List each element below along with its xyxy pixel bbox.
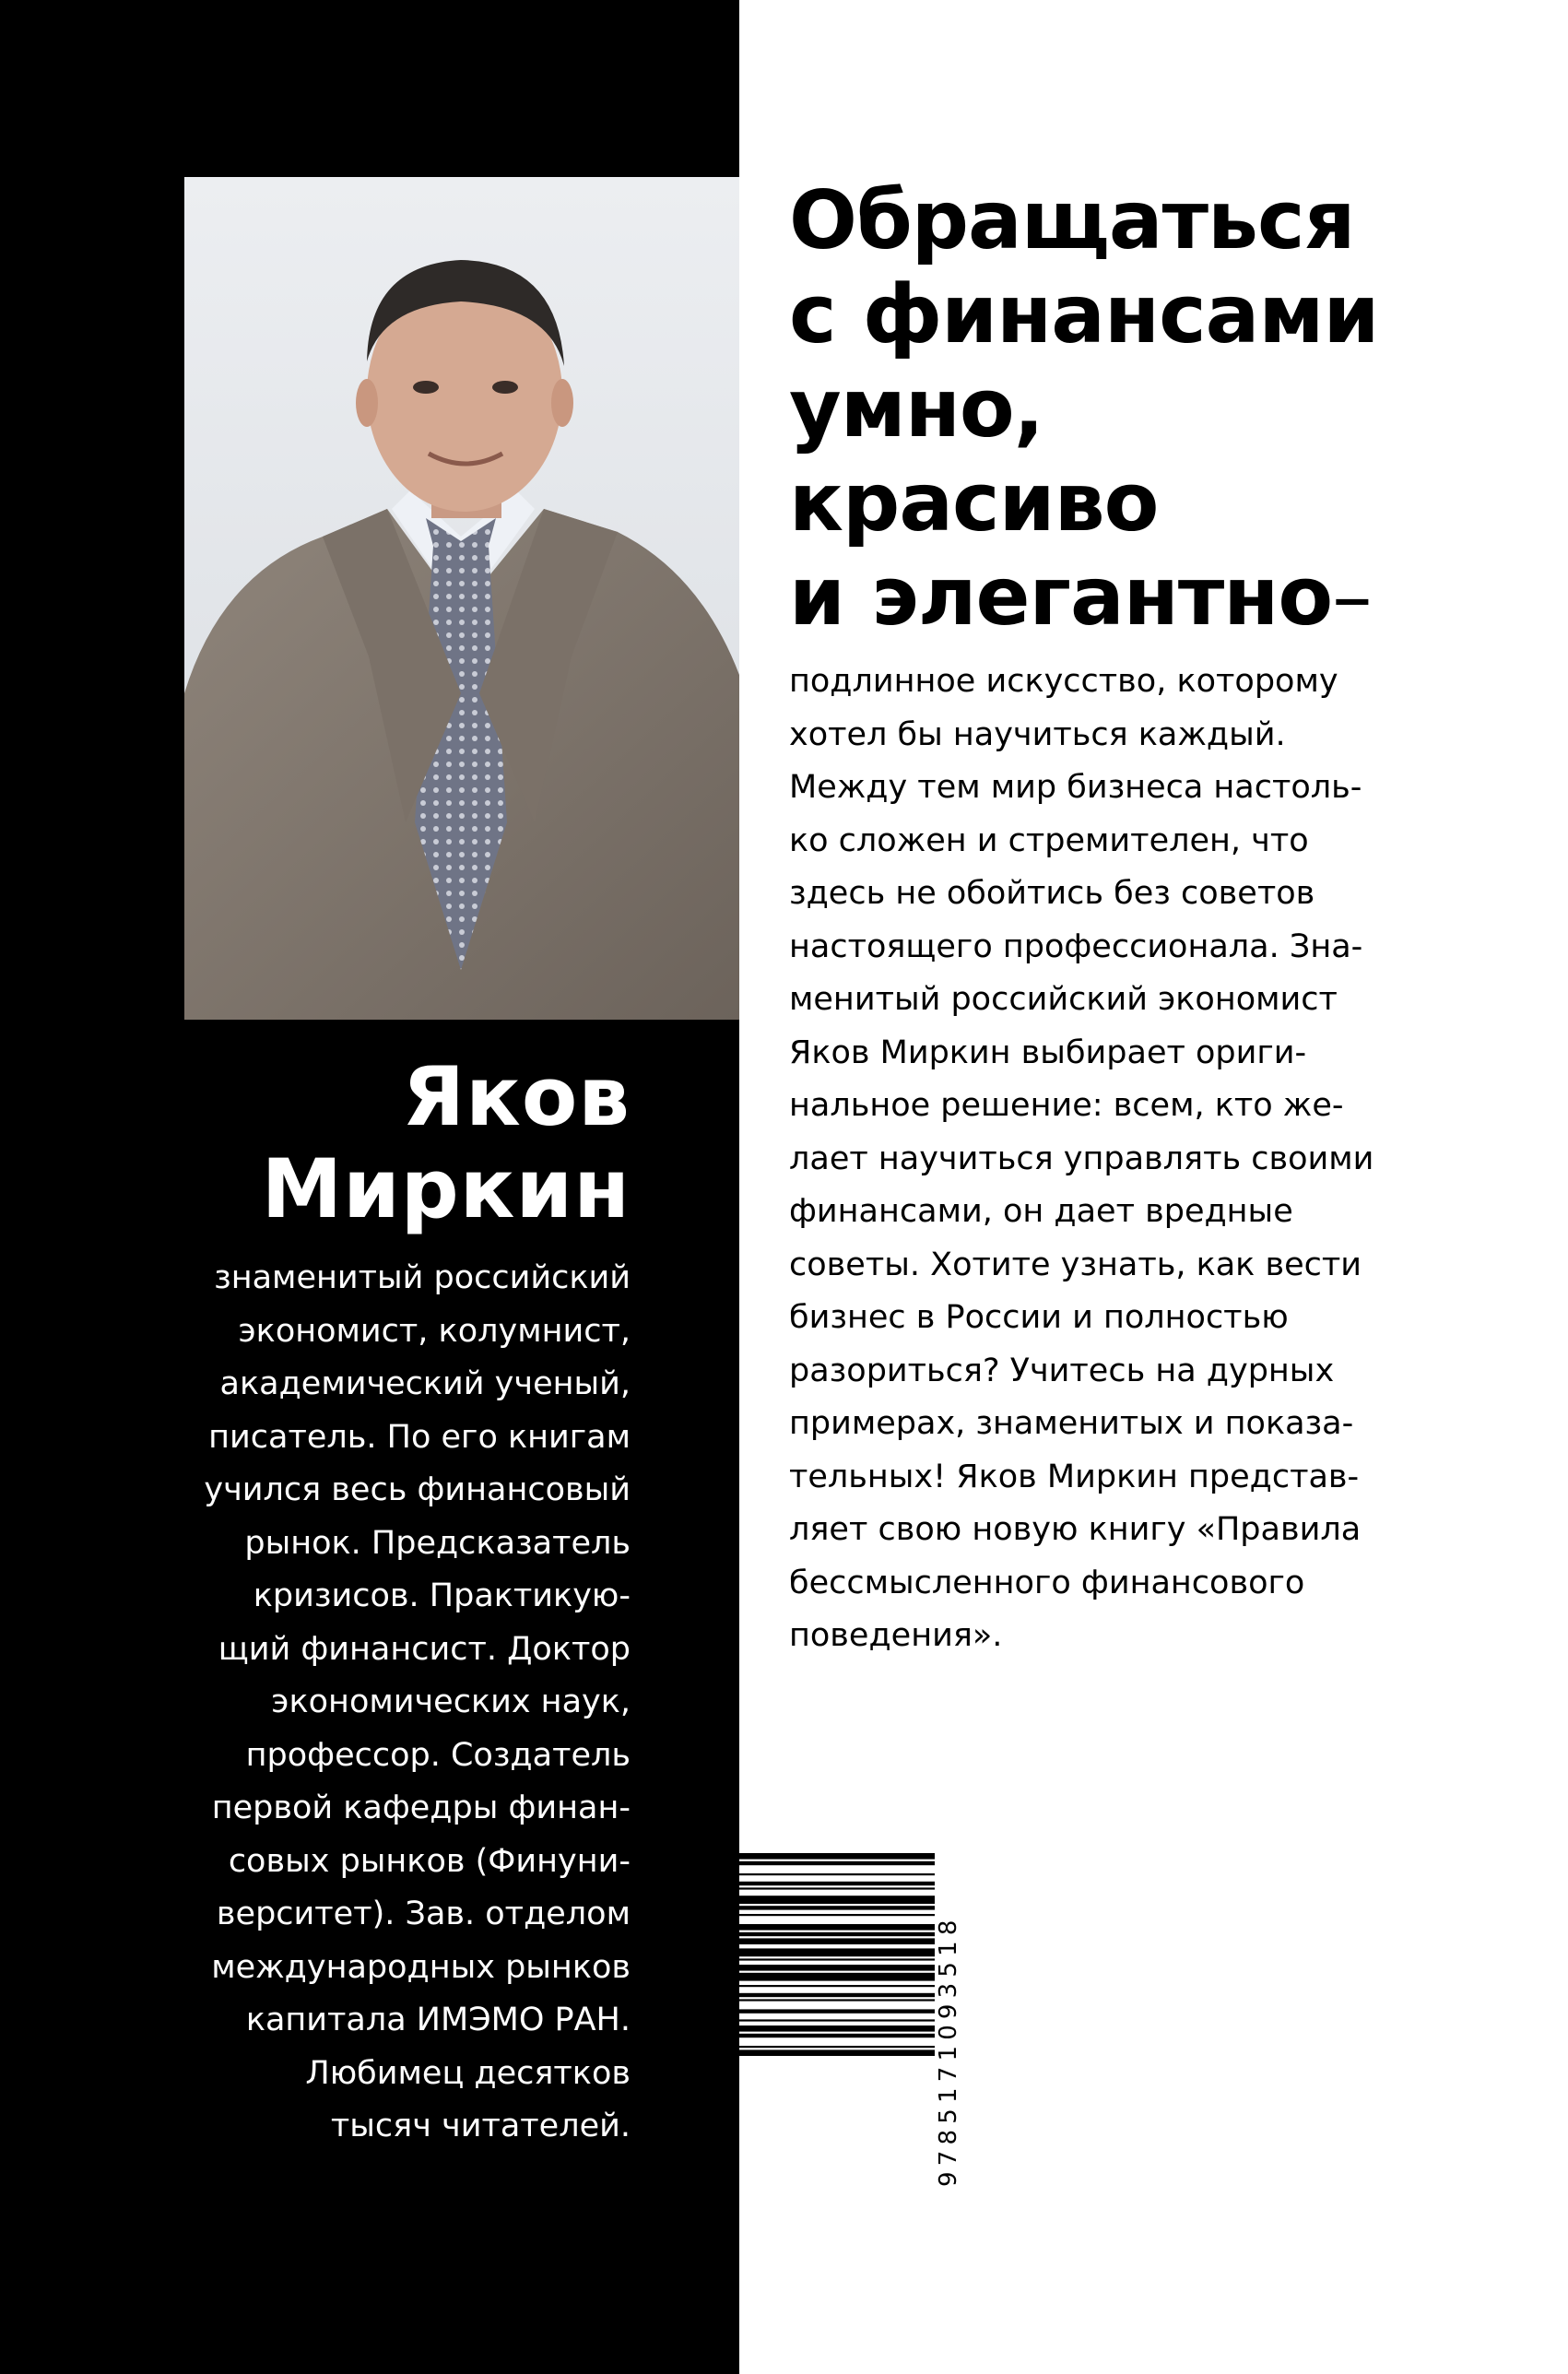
description-line: советы. Хотите узнать, как вести bbox=[789, 1246, 1362, 1283]
bio-line: щий финансист. Доктор bbox=[218, 1630, 631, 1668]
bio-line: капитала ИМЭМО РАН. bbox=[245, 2002, 631, 2038]
author-name-line: Миркин bbox=[261, 1141, 631, 1236]
description-line: тельных! Яков Миркин представ- bbox=[789, 1458, 1360, 1495]
bio-line: писатель. По его книгам bbox=[208, 1418, 631, 1456]
barcode-bar bbox=[739, 1887, 935, 1889]
description-line: ляет свою новую книгу «Правила bbox=[789, 1511, 1362, 1548]
barcode-bar bbox=[739, 1914, 935, 1916]
barcode-bar bbox=[739, 1985, 935, 1987]
barcode-digits: 9785171093518 bbox=[935, 1914, 962, 2187]
description-line: лает научиться управлять своими bbox=[789, 1140, 1374, 1177]
barcode bbox=[739, 1846, 935, 2188]
barcode-bar bbox=[739, 1948, 935, 1956]
description-line: здесь не обойтись без советов bbox=[789, 875, 1315, 912]
bio-line: экономических наук, bbox=[271, 1683, 631, 1720]
barcode-bar bbox=[739, 1938, 935, 1944]
barcode-bar bbox=[739, 1853, 935, 1860]
bio-line: кризисов. Практикую- bbox=[253, 1577, 631, 1614]
description-line: менитый российский экономист bbox=[789, 981, 1338, 1018]
description-line: примерах, знаменитых и показа- bbox=[789, 1405, 1354, 1442]
barcode-bar bbox=[739, 2019, 935, 2021]
description-line: ко сложен и стремителен, что bbox=[789, 821, 1309, 859]
headline-dash: – bbox=[1332, 549, 1372, 644]
description bbox=[789, 656, 1373, 1663]
bio-line: знаменитый российский bbox=[214, 1259, 631, 1296]
description-line: поведения». bbox=[789, 1617, 1003, 1654]
barcode-bar bbox=[739, 1906, 935, 1909]
barcode-bar bbox=[739, 1861, 935, 1865]
headline-line: красиво bbox=[789, 455, 1159, 549]
barcode-bar bbox=[739, 2034, 935, 2037]
description-line: нальное решение: всем, кто же- bbox=[789, 1087, 1344, 1124]
description-line: финансами, он дает вредные bbox=[789, 1193, 1293, 1230]
description-line: Яков Миркин выбирает ориги- bbox=[789, 1033, 1307, 1071]
headline-line: с финансами bbox=[789, 267, 1379, 361]
headline-line-text: и элегантно bbox=[789, 549, 1333, 644]
bio-line: верситет). Зав. отделом bbox=[216, 1896, 631, 1932]
headline-line-last bbox=[789, 549, 1378, 644]
headline-line: Обращаться bbox=[789, 173, 1355, 267]
author-photo bbox=[184, 177, 739, 1020]
barcode-bar bbox=[739, 1924, 935, 1931]
barcode-bar bbox=[739, 1958, 935, 1960]
barcode-bar bbox=[739, 1993, 935, 1997]
bio-line: международных рынков bbox=[211, 1948, 631, 1986]
barcode-bar bbox=[739, 1896, 935, 1904]
description-line: Между тем мир бизнеса настоль- bbox=[789, 769, 1362, 806]
headline-line: умно, bbox=[789, 361, 1043, 455]
bio-line: академический ученый, bbox=[219, 1365, 631, 1402]
barcode-bar bbox=[739, 2046, 935, 2048]
barcode-bar bbox=[739, 1882, 935, 1885]
description-line: бессмысленного финансового bbox=[789, 1564, 1305, 1601]
author-bio bbox=[204, 1252, 631, 2154]
bio-line: рынок. Предсказатель bbox=[244, 1524, 631, 1562]
barcode-bar bbox=[739, 1973, 935, 1981]
bio-line: первой кафедры финан- bbox=[211, 1789, 631, 1826]
barcode-bar bbox=[739, 2049, 935, 2056]
barcode-bar bbox=[739, 2009, 935, 2013]
bio-line: совых рынков (Финуни- bbox=[228, 1842, 631, 1880]
bio-line: тысяч читателей. bbox=[330, 2108, 631, 2144]
author-name-line: Яков bbox=[402, 1049, 631, 1144]
bio-line: экономист, колумнист, bbox=[238, 1312, 631, 1350]
bio-line: Любимец десятков bbox=[305, 2054, 631, 2092]
description-line: бизнес в России и полностью bbox=[789, 1299, 1289, 1336]
description-line: разориться? Учитесь на дурных bbox=[789, 1352, 1335, 1389]
description-line: настоящего профессионала. Зна- bbox=[789, 927, 1363, 965]
barcode-bar bbox=[739, 1999, 935, 2001]
bio-line: профессор. Создатель bbox=[245, 1736, 631, 1774]
description-line: подлинное искусство, которому bbox=[789, 663, 1338, 700]
barcode-bar bbox=[739, 1873, 935, 1875]
barcode-bar bbox=[739, 1965, 935, 1971]
description-line: хотел бы научиться каждый. bbox=[789, 715, 1286, 753]
barcode-bar bbox=[739, 2026, 935, 2032]
headline bbox=[789, 173, 1378, 644]
author-name bbox=[262, 1051, 631, 1235]
author-portrait-image bbox=[184, 177, 739, 1020]
barcode-bars bbox=[739, 1846, 935, 2188]
bio-line: учился весь финансовый bbox=[204, 1471, 631, 1508]
barcode-bar bbox=[739, 1932, 935, 1936]
